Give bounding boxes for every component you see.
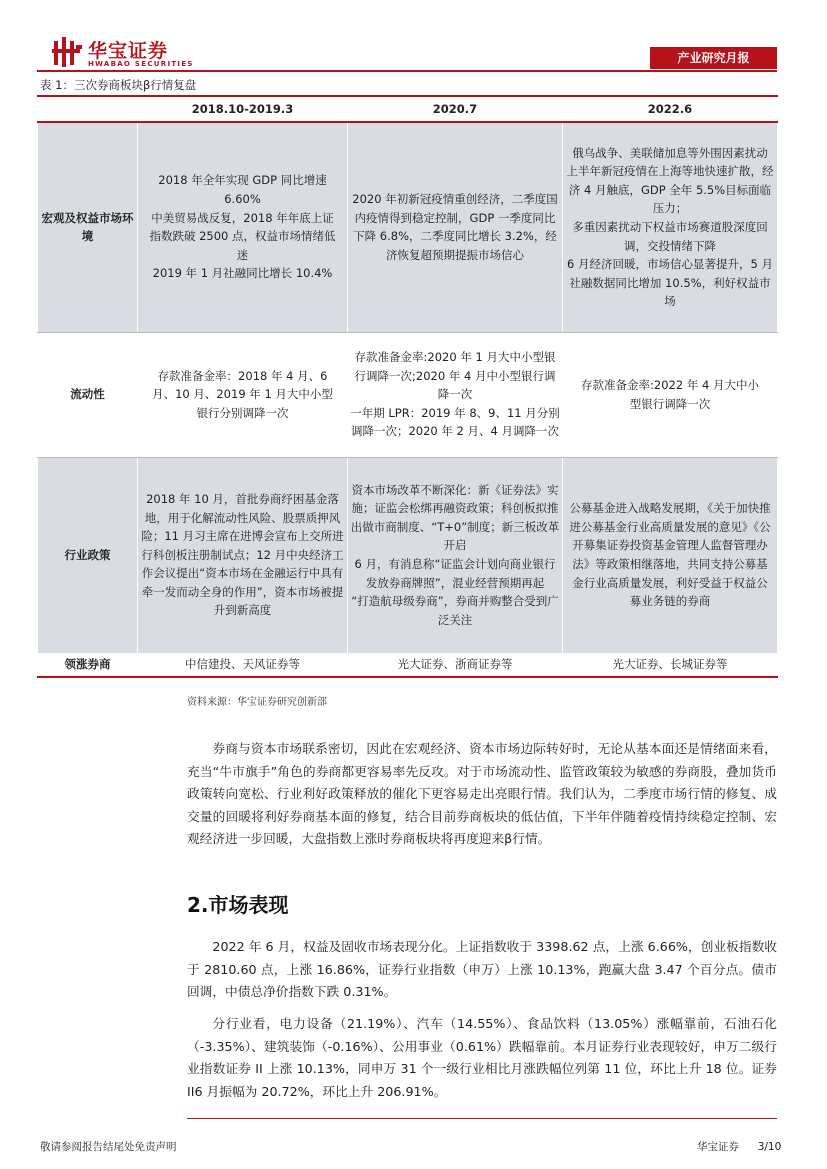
footer-brand: 华宝证券: [697, 1141, 739, 1153]
table-cell: 公募基金进入战略发展期，《关于加快推进公募基金行业高质量发展的意见》《公开募集证券投资基金管理人监督管理办法》等政策相继落地，共同支持公募基金行业高质量发展，利好受益于权益公募业务链的券商: [563, 457, 778, 653]
table-cell: 2020 年初新冠疫情重创经济，二季度国内疫情得到稳定控制，GDP 一季度同比下降 6.8%，二季度同比增长 3.2%，经济恢复超预期提振市场信心: [348, 122, 563, 332]
table-row: [38, 122, 778, 332]
body-paragraph: 2022 年 6 月，权益及固收市场表现分化。上证指数收于 3398.62 点，上涨 6.66%，创业板指数收于 2810.60 点，上涨 16.86%，证券行业指数（申万）上涨 10.13%，跑赢大盘 3.47 个百分点。债市回调，中债总净价指数下跌 0.31%。: [187, 939, 777, 999]
disclaimer-note: 敬请参阅报告结尾处免责声明: [40, 1141, 177, 1153]
table-header-cell: 2022.6: [563, 96, 778, 122]
table-row: [38, 457, 778, 653]
table-cell: 存款准备金率：2018 年 4 月、6 月、10 月、2019 年 1 月大中小型银行分别调降一次: [138, 332, 348, 457]
table-header-cell: 2018.10-2019.3: [138, 96, 348, 122]
table-cell: 存款准备金率:2022 年 4 月大中小型银行调降一次: [563, 332, 778, 457]
body-paragraph: 券商与资本市场联系密切，因此在宏观经济、资本市场边际转好时，无论从基本面还是情绪面来看，充当“牛市旗手”角色的券商都更容易率先反攻。对于市场流动性、监管政策较为敏感的券商股，叠加货币政策转向宽松、行业利好政策释放的催化下更容易走出亮眼行情。我们认为，二季度市场行情的修复、成交量的回暖将利好券商基本面的修复，结合目前券商板块的低估值，下半年伴随着疫情持续稳定控制、宏观经济进一步回暖，大盘指数上涨时券商板块将再度迎来β行情。: [187, 741, 777, 846]
table-cell: 2018 年全年实现 GDP 同比增速 6.60% 中美贸易战反复，2018 年年底上证指数跌破 2500 点，权益市场情绪低迷 2019 年 1 月社融同比增长 10.4%: [138, 122, 348, 332]
row-label: 领涨券商: [38, 653, 138, 677]
table-cell: 俄乌战争、美联储加息等外围因素扰动 上半年新冠疫情在上海等地快速扩散，经济 4 月触底，GDP 全年 5.5%目标面临压力； 多重因素扰动下权益市场赛道股深度回调，交投情绪下降 6 月经济回暖，市场信心显著提升，5 月社融数据同比增加 10.5%，利好权益市场: [563, 122, 778, 332]
brand-name: 华宝证券: [88, 40, 169, 62]
report-type-badge: 产业研究月报: [650, 47, 777, 69]
table-row: [38, 332, 778, 457]
page-footer: [697, 1139, 781, 1154]
row-label: 宏观及权益市场环境: [38, 122, 138, 332]
review-table: [37, 95, 778, 678]
page-number: 3/10: [757, 1141, 782, 1153]
table-cell: 资本市场改革不断深化：新《证券法》实施；证监会松绑再融资政策；科创板拟推出做市商制度、“T+0”制度；新三板改革开启 6 月，有消息称“证监会计划向商业银行发放券商牌照”，混业经营预期再起 “打造航母级券商”，券商并购整合受到广泛关注: [348, 457, 563, 653]
table-header-cell: [38, 96, 138, 122]
table-cell: 光大证券、浙商证券等: [348, 653, 563, 677]
brand-name-en: HWABAO SECURITIES: [88, 60, 194, 68]
footer-divider: [187, 1118, 777, 1119]
table-cell: 中信建投、天风证券等: [138, 653, 348, 677]
table-header-row: [38, 96, 778, 122]
section-heading: 2.市场表现: [187, 893, 289, 917]
table-header-cell: 2020.7: [348, 96, 563, 122]
brand-logo-icon: [52, 37, 84, 67]
table-cell: 光大证券、长城证券等: [563, 653, 778, 677]
row-label: 行业政策: [38, 457, 138, 653]
table-cell: 2018 年 10 月，首批券商纾困基金落地，用于化解流动性风险、股票质押风险；11 月习主席在进博会宣布上交所进行科创板注册制试点；12 月中央经济工作会议提出“资本市场在金融运行中具有牵一发而动全身的作用”，资本市场被提升到新高度: [138, 457, 348, 653]
header-divider: [37, 70, 777, 72]
row-label: 流动性: [38, 332, 138, 457]
body-paragraph: 分行业看，电力设备（21.19%）、汽车（14.55%）、食品饮料（13.05%）涨幅靠前，石油石化（-3.35%）、建筑装饰（-0.16%）、公用事业（0.61%）跌幅靠前。本月证券行业表现较好，申万二级行业指数证券 II 上涨 10.13%，同申万 31 个一级行业相比月涨跌幅位列第 11 位，环比上升 18 位。证券 II6 月振幅为 20.72%，环比上升 206.91%。: [187, 1016, 777, 1099]
table-caption: 表 1：三次券商板块β行情复盘: [40, 78, 197, 92]
table-cell: 存款准备金率:2020 年 1 月大中小型银行调降一次;2020 年 4 月中小型银行调降一次 一年期 LPR：2019 年 8、9、11 月分别调降一次；2020 年 2 月、4 月调降一次: [348, 332, 563, 457]
table-row: [38, 653, 778, 677]
source-note: 资料来源：华宝证券研究创新部: [187, 697, 327, 708]
